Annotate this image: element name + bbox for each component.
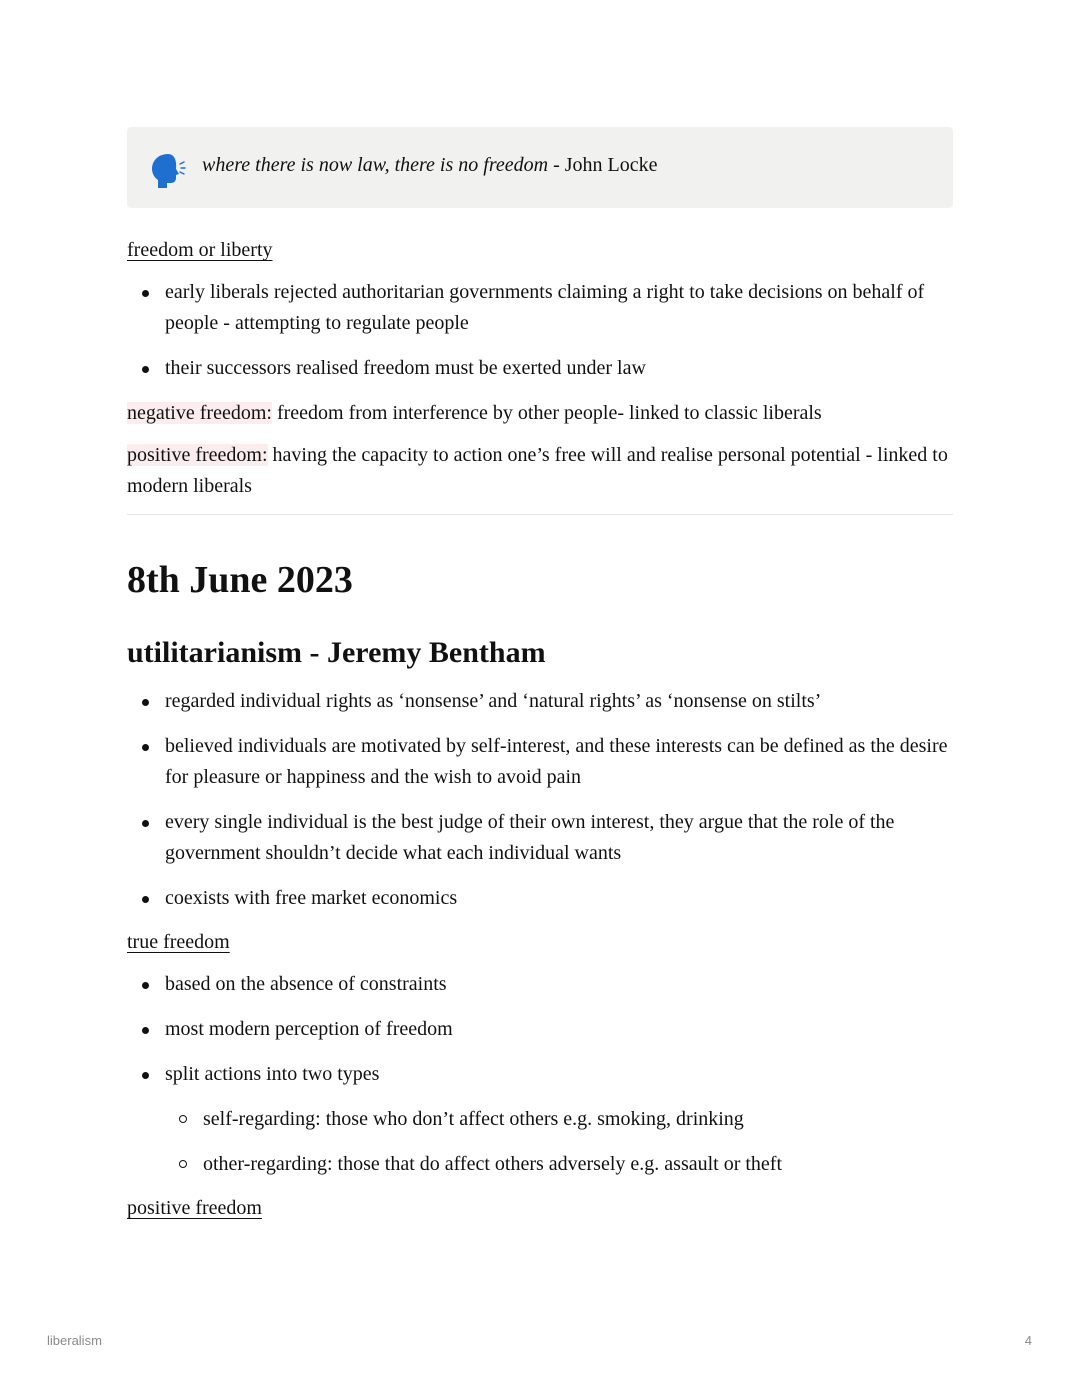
- sub-bullet-ring: [179, 1160, 187, 1168]
- list-item: split actions into two types: [127, 1059, 953, 1090]
- utilitarianism-bullet-list: [127, 686, 953, 914]
- quote-attribution: - John Locke: [548, 154, 658, 176]
- heading-freedom-or-liberty: freedom or liberty: [127, 239, 273, 261]
- heading-utilitarianism: utilitarianism - Jeremy Bentham: [127, 636, 546, 669]
- speaking-head-icon: [149, 152, 187, 190]
- list-item: believed individuals are motivated by self-interest, and these interests can be defined as the desire for pleasure or happiness and the wish to avoid pain: [127, 731, 953, 793]
- bullet-dot: [142, 982, 149, 989]
- sub-list-item: self-regarding: those who don’t affect others e.g. smoking, drinking: [127, 1104, 953, 1135]
- footer-page-number: 4: [1024, 1333, 1032, 1348]
- bullet-dot: [142, 744, 149, 751]
- heading-positive-freedom: positive freedom: [127, 1197, 262, 1219]
- bullet-dot: [142, 896, 149, 903]
- quote-text: [202, 151, 658, 179]
- true-freedom-bullet-list: [127, 969, 953, 1180]
- footer-doc-title: liberalism: [47, 1333, 102, 1348]
- list-item: early liberals rejected authoritarian governments claiming a right to take decisions on behalf of people - attempting to regulate people: [127, 277, 953, 339]
- bullet-dot: [142, 699, 149, 706]
- bullet-dot: [142, 366, 149, 373]
- list-item: most modern perception of freedom: [127, 1014, 953, 1045]
- sub-bullet-ring: [179, 1115, 187, 1123]
- date-heading: 8th June 2023: [127, 559, 353, 601]
- freedom-bullet-list: [127, 277, 953, 384]
- bullet-dot: [142, 1072, 149, 1079]
- page-content: [127, 127, 953, 1222]
- term-negative-freedom: negative freedom:: [127, 402, 272, 424]
- list-item: based on the absence of constraints: [127, 969, 953, 1000]
- bullet-dot: [142, 820, 149, 827]
- negative-freedom-definition: negative freedom: freedom from interference by other people- linked to classic liberals: [127, 402, 822, 424]
- list-item: their successors realised freedom must be exerted under law: [127, 353, 953, 384]
- heading-true-freedom: true freedom: [127, 931, 230, 953]
- quote-callout: [127, 127, 953, 208]
- list-item: coexists with free market economics: [127, 883, 953, 914]
- list-item: every single individual is the best judge of their own interest, they argue that the role of the government shouldn’t decide what each individual wants: [127, 807, 953, 869]
- list-item: regarded individual rights as ‘nonsense’ and ‘natural rights’ as ‘nonsense on stilts’: [127, 686, 953, 717]
- bullet-dot: [142, 290, 149, 297]
- quote-body: where there is now law, there is no freedom: [202, 154, 549, 176]
- term-positive-freedom: positive freedom:: [127, 444, 268, 466]
- sub-list-item: other-regarding: those that do affect others adversely e.g. assault or theft: [127, 1149, 953, 1180]
- bullet-dot: [142, 1027, 149, 1034]
- positive-freedom-definition: positive freedom: having the capacity to action one’s free will and realise personal potential - linked to modern liberals: [127, 444, 948, 497]
